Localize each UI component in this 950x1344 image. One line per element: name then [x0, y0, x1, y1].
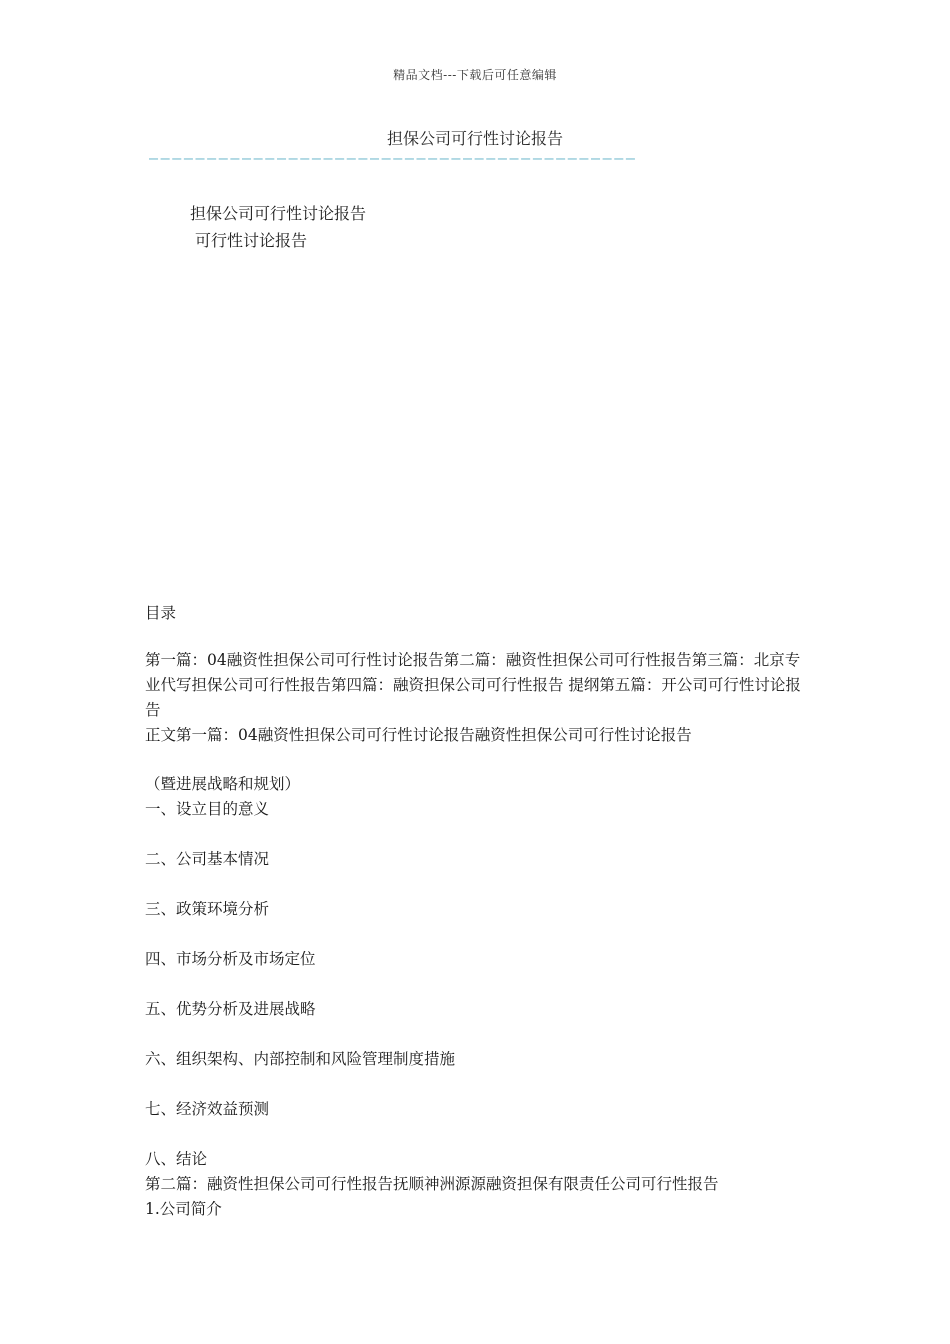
page-header-note: 精品文档---下载后可任意编辑 [393, 68, 557, 82]
title-divider: —————————————————————————————————————————— [149, 151, 638, 165]
document-title: 担保公司可行性讨论报告 [386, 129, 563, 148]
toc-paragraph: 第一篇：04融资性担保公司可行性讨论报告第二篇：融资性担保公司可行性报告第三篇：北京专业代写担保公司可行性报告第四篇：融资担保公司可行性报告 提纲第五篇：开公司可行性讨论报告 [145, 651, 801, 719]
section-item: 四、市场分析及市场定位 [145, 950, 316, 968]
main-text-line: 正文第一篇：04融资性担保公司可行性讨论报告融资性担保公司可行性讨论报告 [145, 726, 692, 744]
section-item: 三、政策环境分析 [145, 900, 270, 918]
section-preface: （暨进展战略和规划） [145, 775, 301, 793]
intro-title: 担保公司可行性讨论报告 [190, 204, 367, 223]
section-list [145, 772, 810, 1222]
section-item: 七、经济效益预测 [145, 1100, 270, 1118]
intro-subtitle: 可行性讨论报告 [195, 231, 308, 250]
section-item: 八、结论 [145, 1150, 208, 1168]
part-two-heading: 第二篇：融资性担保公司可行性报告抚顺神洲源源融资担保有限责任公司可行性报告 [145, 1175, 719, 1193]
company-intro-heading: 1.公司简介 [145, 1200, 222, 1218]
section-item: 二、公司基本情况 [145, 850, 270, 868]
section-item: 一、设立目的意义 [145, 800, 270, 818]
section-item: 五、优势分析及进展战略 [145, 1000, 316, 1018]
toc-heading: 目录 [145, 604, 177, 622]
section-item: 六、组织架构、内部控制和风险管理制度措施 [145, 1050, 456, 1068]
